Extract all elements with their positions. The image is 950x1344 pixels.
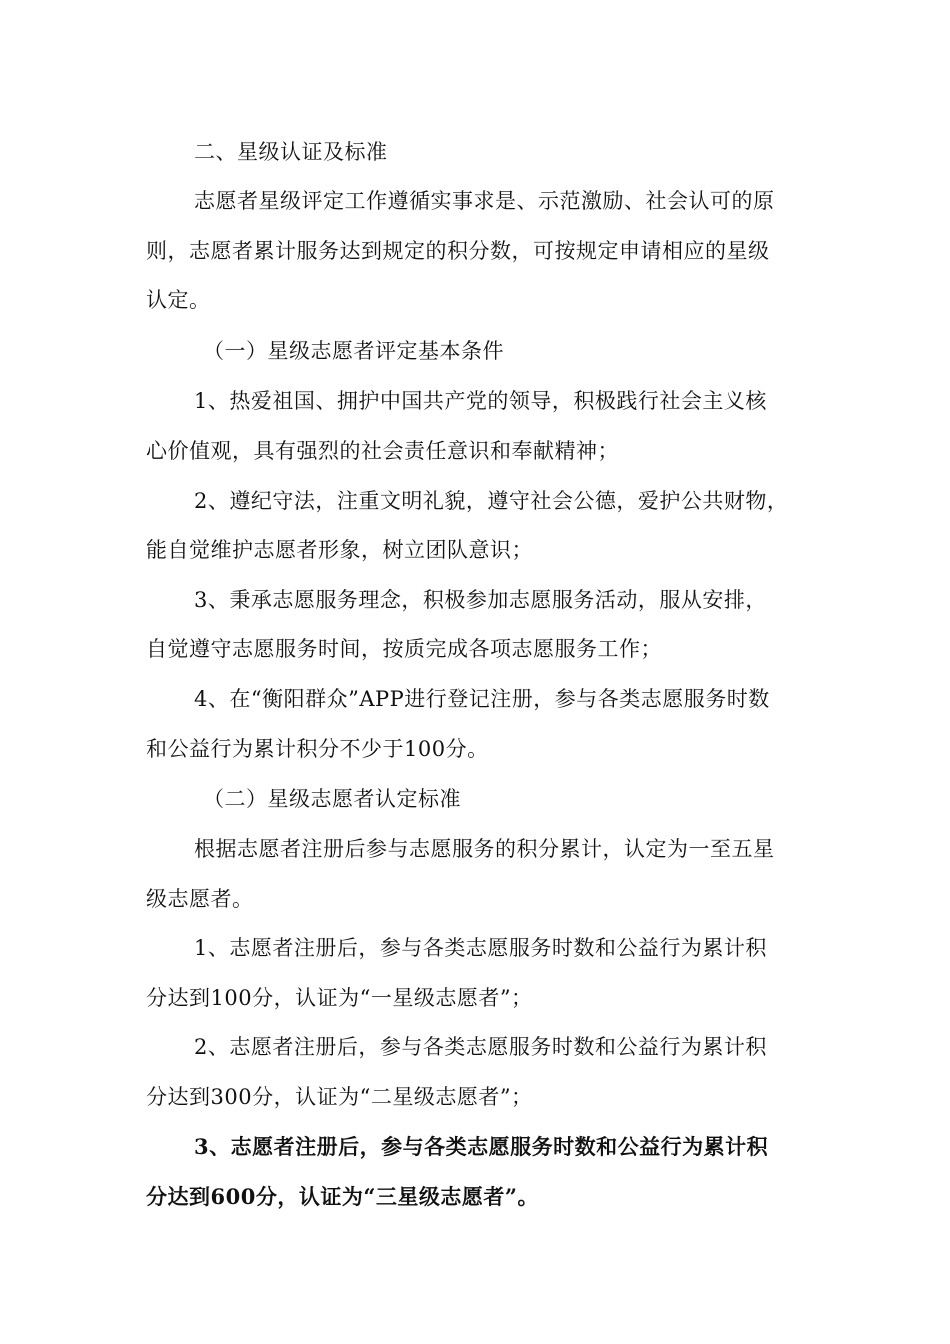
- condition-3-line-1: 3、秉承志愿服务理念，积极参加志愿服务活动，服从安排，: [194, 588, 767, 612]
- standard-1-line-2: 分达到100分，认证为“一星级志愿者”；: [146, 986, 533, 1010]
- subsection-1-title: （一）星级志愿者评定基本条件: [203, 339, 504, 363]
- intro-line-2: 则，志愿者累计服务达到规定的积分数，可按规定申请相应的星级: [146, 239, 770, 263]
- condition-2-line-2: 能自觉维护志愿者形象，树立团队意识；: [146, 538, 533, 562]
- standard-3-line-1: 3、志愿者注册后，参与各类志愿服务时数和公益行为累计积: [194, 1134, 769, 1159]
- standard-intro-line-2: 级志愿者。: [146, 887, 254, 911]
- intro-line-3: 认定。: [146, 288, 211, 312]
- subsection-2-title: （二）星级志愿者认定标准: [203, 787, 461, 811]
- condition-2-line-1: 2、遵纪守法，注重文明礼貌，遵守社会公德，爱护公共财物，: [194, 489, 789, 513]
- condition-1-line-2: 心价值观，具有强烈的社会责任意识和奉献精神；: [146, 439, 619, 463]
- condition-1-line-1: 1、热爱祖国、拥护中国共产党的领导，积极践行社会主义核: [194, 389, 767, 413]
- standard-3-line-2: 分达到600分，认证为“三星级志愿者”。: [146, 1184, 539, 1209]
- condition-4-line-1: 4、在“衡阳群众”APP进行登记注册，参与各类志愿服务时数: [194, 687, 770, 711]
- standard-2-line-2: 分达到300分，认证为“二星级志愿者”；: [146, 1085, 533, 1109]
- condition-3-line-2: 自觉遵守志愿服务时间，按质完成各项志愿服务工作；: [146, 637, 662, 661]
- standard-2-line-1: 2、志愿者注册后，参与各类志愿服务时数和公益行为累计积: [194, 1035, 767, 1059]
- standard-intro-line-1: 根据志愿者注册后参与志愿服务的积分累计，认定为一至五星: [194, 837, 775, 861]
- standard-1-line-1: 1、志愿者注册后，参与各类志愿服务时数和公益行为累计积: [194, 936, 767, 960]
- intro-line-1: 志愿者星级评定工作遵循实事求是、示范激励、社会认可的原: [194, 189, 775, 213]
- section-heading: 二、星级认证及标准: [194, 140, 388, 164]
- condition-4-line-2: 和公益行为累计积分不少于100分。: [146, 737, 489, 761]
